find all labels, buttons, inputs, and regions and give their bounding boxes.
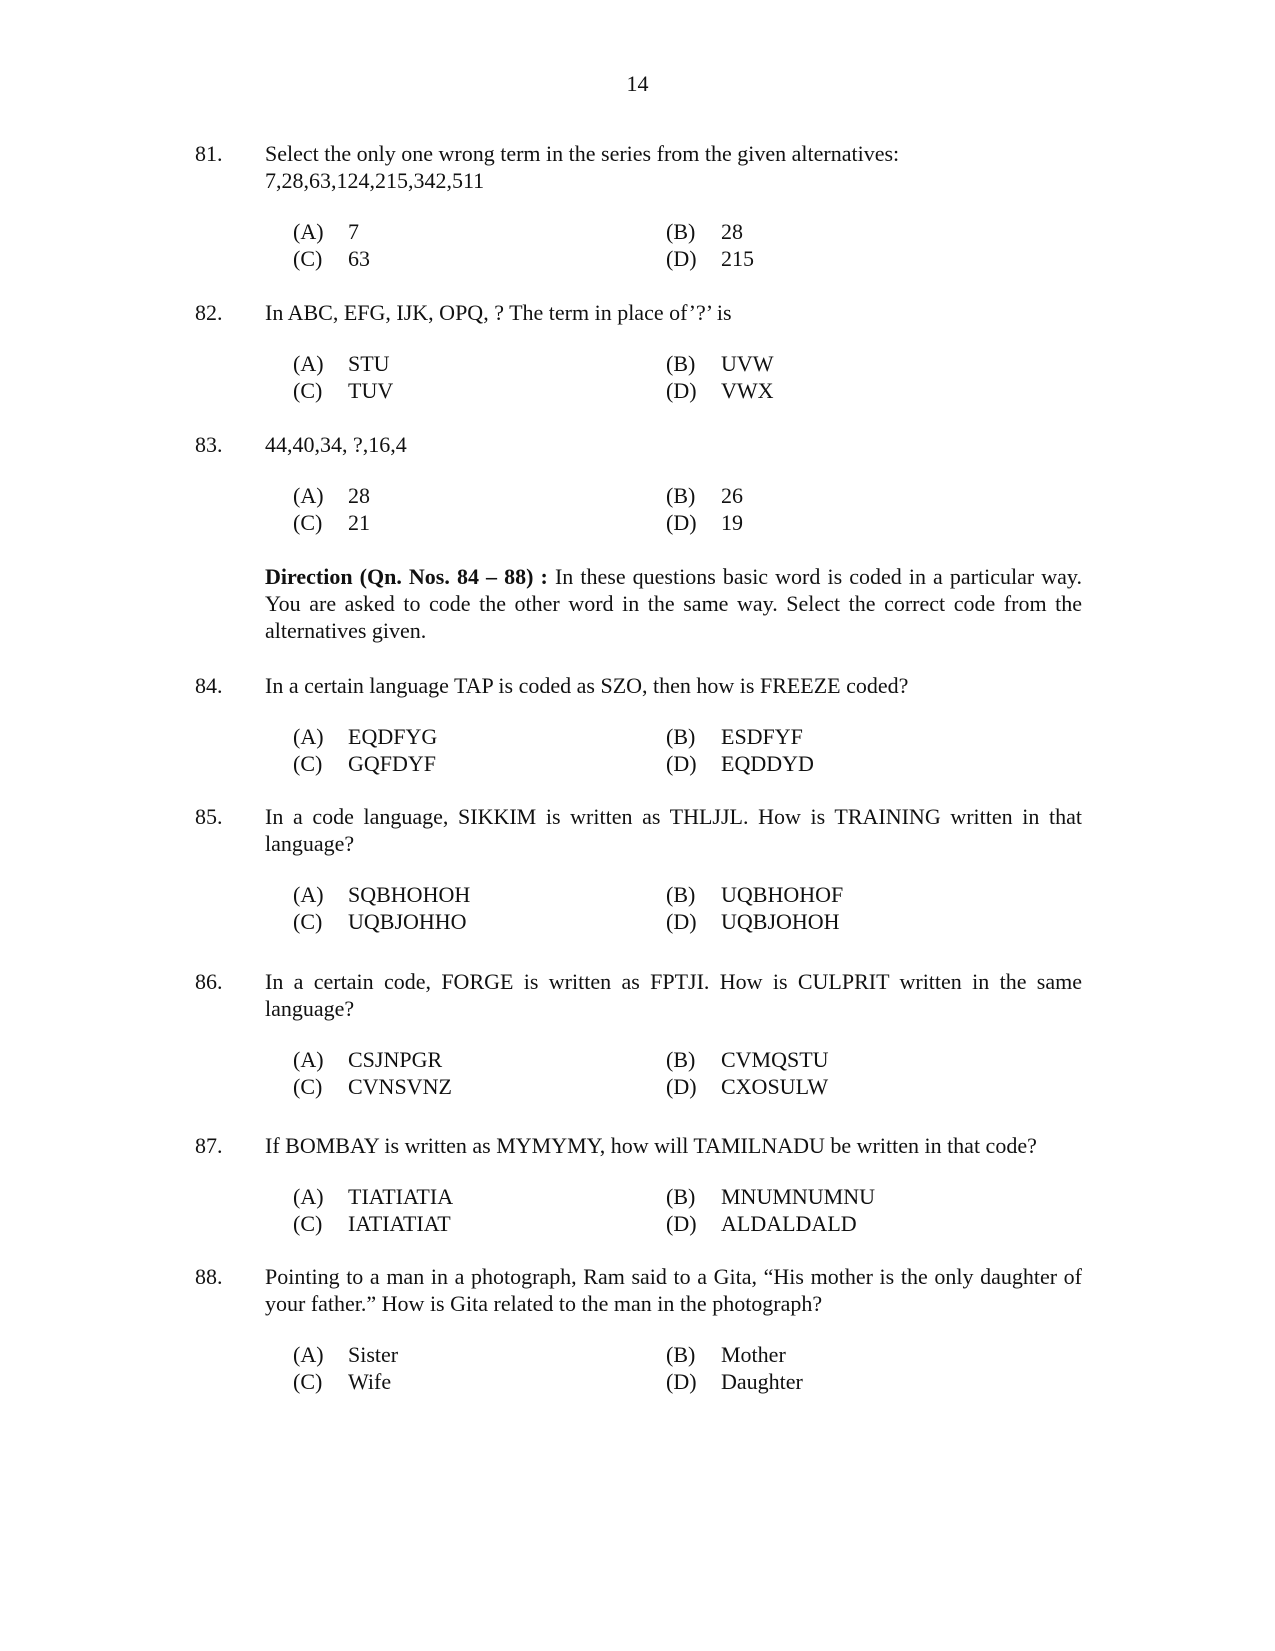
options	[293, 218, 1082, 272]
option-letter: (C)	[293, 751, 323, 776]
option-letter: (B)	[666, 882, 696, 907]
option-b[interactable]	[666, 350, 966, 377]
option-text: TUV	[348, 378, 394, 403]
option-letter: (B)	[666, 351, 696, 376]
question-83	[195, 431, 1082, 536]
option-c[interactable]	[293, 1368, 666, 1395]
option-a[interactable]	[293, 723, 666, 750]
option-c[interactable]	[293, 1073, 666, 1100]
option-d[interactable]	[666, 1210, 966, 1237]
option-b[interactable]	[666, 218, 966, 245]
question-number: 86.	[195, 969, 223, 994]
option-text: 28	[721, 219, 743, 244]
option-d[interactable]	[666, 245, 966, 272]
question-number: 88.	[195, 1264, 223, 1289]
question-text-line-2: 7,28,63,124,215,342,511	[265, 168, 485, 193]
option-c[interactable]	[293, 245, 666, 272]
option-letter: (C)	[293, 1369, 323, 1394]
options	[293, 881, 1082, 935]
question-text: In ABC, EFG, IJK, OPQ, ? The term in place of’?’ is	[265, 300, 732, 325]
option-text: ESDFYF	[721, 724, 803, 749]
option-letter: (A)	[293, 1047, 324, 1072]
question-text: 44,40,34, ?,16,4	[265, 432, 407, 457]
option-text: UVW	[721, 351, 774, 376]
question-84	[195, 672, 1082, 777]
option-letter: (D)	[666, 751, 697, 776]
option-text: CXOSULW	[721, 1074, 829, 1099]
question-81	[195, 140, 1082, 272]
option-c[interactable]	[293, 377, 666, 404]
question-list	[195, 140, 1082, 1395]
options	[293, 1046, 1082, 1100]
option-text: STU	[348, 351, 390, 376]
option-letter: (B)	[666, 1047, 696, 1072]
option-text: CVNSVNZ	[348, 1074, 452, 1099]
option-letter: (C)	[293, 1211, 323, 1236]
option-text: Mother	[721, 1342, 786, 1367]
option-c[interactable]	[293, 509, 666, 536]
direction-label: Direction (Qn. Nos. 84 – 88) :	[265, 564, 548, 589]
options	[293, 482, 1082, 536]
option-letter: (C)	[293, 1074, 323, 1099]
option-text: Daughter	[721, 1369, 803, 1394]
option-letter: (C)	[293, 246, 323, 271]
option-a[interactable]	[293, 1341, 666, 1368]
option-c[interactable]	[293, 750, 666, 777]
question-number: 87.	[195, 1133, 223, 1158]
option-a[interactable]	[293, 482, 666, 509]
question-text: In a certain code, FORGE is written as FPTJI. How is CULPRIT written in the same language?	[265, 969, 1082, 1021]
direction-text: In these questions basic word is coded in a particular way. You are asked to code the other word in the same way. Select the correct code from the alternatives given.	[265, 564, 1082, 643]
option-letter: (D)	[666, 1369, 697, 1394]
option-d[interactable]	[666, 509, 966, 536]
option-text: 215	[721, 246, 754, 271]
option-text: CSJNPGR	[348, 1047, 443, 1072]
option-letter: (A)	[293, 483, 324, 508]
option-letter: (A)	[293, 1342, 324, 1367]
question-85	[195, 803, 1082, 935]
option-letter: (A)	[293, 1184, 324, 1209]
option-a[interactable]	[293, 350, 666, 377]
option-text: EQDDYD	[721, 751, 814, 776]
option-text: UQBHOHOF	[721, 882, 844, 907]
option-d[interactable]	[666, 377, 966, 404]
option-c[interactable]	[293, 908, 666, 935]
option-text: CVMQSTU	[721, 1047, 829, 1072]
option-letter: (B)	[666, 219, 696, 244]
option-letter: (A)	[293, 351, 324, 376]
option-d[interactable]	[666, 1368, 966, 1395]
option-b[interactable]	[666, 1183, 966, 1210]
option-letter: (B)	[666, 1342, 696, 1367]
question-text: Pointing to a man in a photograph, Ram said to a Gita, “His mother is the only daughter of your father.” How is Gita related to the man in the photograph?	[265, 1264, 1082, 1316]
option-text: 7	[348, 219, 359, 244]
option-b[interactable]	[666, 723, 966, 750]
option-letter: (B)	[666, 724, 696, 749]
option-d[interactable]	[666, 908, 966, 935]
option-text: 63	[348, 246, 370, 271]
option-a[interactable]	[293, 881, 666, 908]
option-letter: (C)	[293, 909, 323, 934]
option-text: Sister	[348, 1342, 399, 1367]
option-a[interactable]	[293, 218, 666, 245]
option-letter: (D)	[666, 378, 697, 403]
options	[293, 723, 1082, 777]
question-88	[195, 1263, 1082, 1395]
option-letter: (A)	[293, 219, 324, 244]
option-letter: (D)	[666, 909, 697, 934]
question-86	[195, 968, 1082, 1100]
option-d[interactable]	[666, 750, 966, 777]
option-text: UQBJOHOH	[721, 909, 840, 934]
question-87	[195, 1132, 1082, 1237]
question-number: 83.	[195, 432, 223, 457]
question-number: 81.	[195, 141, 223, 166]
question-82	[195, 299, 1082, 404]
option-text: 21	[348, 510, 370, 535]
option-text: VWX	[721, 378, 774, 403]
option-text: 19	[721, 510, 743, 535]
options	[293, 350, 1082, 404]
option-a[interactable]	[293, 1046, 666, 1073]
option-b[interactable]	[666, 1046, 966, 1073]
option-letter: (D)	[666, 510, 697, 535]
option-d[interactable]	[666, 1073, 966, 1100]
option-letter: (A)	[293, 724, 324, 749]
option-text: MNUMNUMNU	[721, 1184, 876, 1209]
option-a[interactable]	[293, 1183, 666, 1210]
question-number: 82.	[195, 300, 223, 325]
option-letter: (B)	[666, 1184, 696, 1209]
option-text: GQFDYF	[348, 751, 437, 776]
question-number: 85.	[195, 804, 223, 829]
options	[293, 1183, 1082, 1237]
option-text: 28	[348, 483, 370, 508]
option-b[interactable]	[666, 482, 966, 509]
option-text: ALDALDALD	[721, 1211, 857, 1236]
option-text: 26	[721, 483, 743, 508]
page-number: 14	[626, 71, 649, 96]
direction-paragraph	[265, 563, 1082, 644]
option-letter: (C)	[293, 378, 323, 403]
option-text: TIATIATIA	[348, 1184, 454, 1209]
option-c[interactable]	[293, 1210, 666, 1237]
options	[293, 1341, 1082, 1395]
option-text: SQBHOHOH	[348, 882, 471, 907]
question-text: In a certain language TAP is coded as SZO, then how is FREEZE coded?	[265, 673, 909, 698]
question-text-line-1: Select the only one wrong term in the series from the given alternatives:	[265, 141, 900, 166]
option-text: IATIATIAT	[348, 1211, 451, 1236]
option-letter: (C)	[293, 510, 323, 535]
option-text: EQDFYG	[348, 724, 438, 749]
option-text: Wife	[348, 1369, 392, 1394]
option-b[interactable]	[666, 1341, 966, 1368]
question-number: 84.	[195, 673, 223, 698]
option-b[interactable]	[666, 881, 966, 908]
question-text: If BOMBAY is written as MYMYMY, how will TAMILNADU be written in that code?	[265, 1133, 1037, 1158]
option-letter: (D)	[666, 1074, 697, 1099]
option-letter: (B)	[666, 483, 696, 508]
option-letter: (A)	[293, 882, 324, 907]
question-text: In a code language, SIKKIM is written as THLJJL. How is TRAINING written in that language?	[265, 804, 1082, 856]
option-text: UQBJOHHO	[348, 909, 467, 934]
option-letter: (D)	[666, 246, 697, 271]
option-letter: (D)	[666, 1211, 697, 1236]
